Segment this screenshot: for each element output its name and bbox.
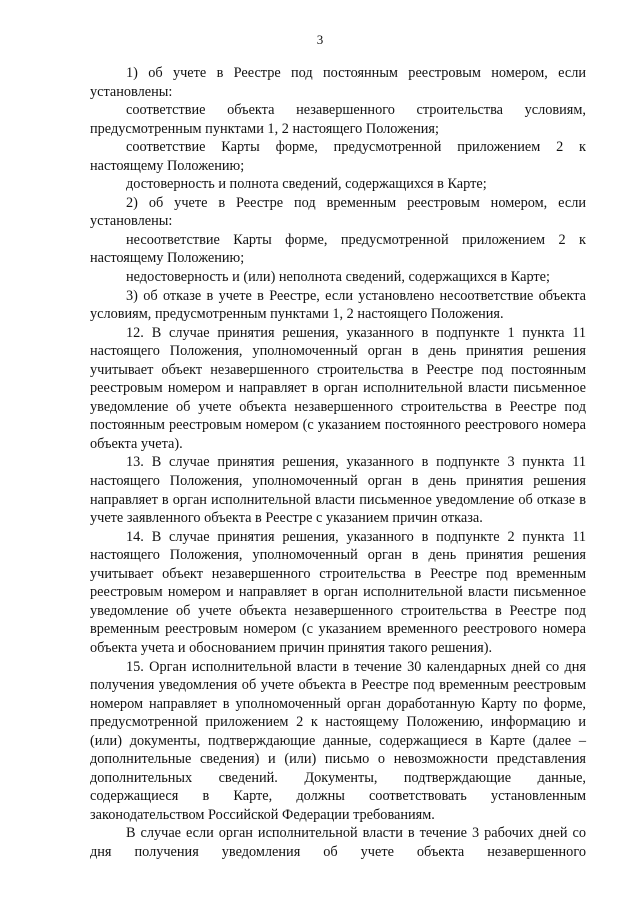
paragraph-2-temporary-number: 2) об учете в Реестре под временным реестровым номером, если установлены:	[90, 194, 586, 230]
document-body	[90, 64, 586, 862]
page-number: 3	[316, 32, 324, 47]
paragraph-section-14: 14. В случае принятия решения, указанного в подпункте 2 пункта 11 настоящего Положения, уполномоченный орган в день принятия решения учитывает объект незавершенного строительства в Реестре под временным реестровым номером и направляет в орган исполнительной власти письменное уведомление об учете объекта незавершенного строительства в Реестре под временным реестровым номером (с указанием временного реестрового номера объекта учета и обоснованием причин принятия такого решения).	[90, 528, 586, 656]
paragraph-1-permanent-number: 1) об учете в Реестре под постоянным реестровым номером, если установлены:	[90, 65, 586, 100]
paragraph-object-conformity: соответствие объекта незавершенного строительства условиям, предусмотренным пунктами 1, 2 настоящего Положения;	[90, 102, 586, 137]
paragraph-unreliability: недостоверность и (или) неполнота сведений, содержащихся в Карте;	[126, 269, 550, 286]
paragraph-section-15: 15. Орган исполнительной власти в течение 30 календарных дней со дня получения уведомления об учете объекта в Реестре под временным реестровым номером направляет в уполномоченный орган доработанную Карту по форме, предусмотренной приложением 2 к настоящему Положению, информацию и (или) документы, подтверждающие данные, содержащиеся в Карте (далее – дополнительные сведения) и (или) письмо о невозможности представления дополнительных сведений. Документы, подтверждающие данные, содержащиеся в Карте, должны соответствовать установленным законодательством Российской Федерации требованиям.	[90, 658, 586, 823]
paragraph-reliability: достоверность и полнота сведений, содержащихся в Карте;	[126, 176, 487, 193]
paragraph-card-nonconformity: несоответствие Карты форме, предусмотренной приложением 2 к настоящему Положению;	[90, 231, 586, 267]
paragraph-3-refusal: 3) об отказе в учете в Реестре, если установлено несоответствие объекта условиям, предусмотренным пунктами 1, 2 настоящего Положения.	[90, 287, 586, 323]
paragraph-section-13: 13. В случае принятия решения, указанного в подпункте 3 пункта 11 настоящего Положения, уполномоченный орган в день принятия решения направляет в орган исполнительной власти письменное уведомление об отказе в учете заявленного объекта в Реестре с указанием причин отказа.	[90, 454, 586, 527]
paragraph-section-12: 12. В случае принятия решения, указанного в подпункте 1 пункта 11 настоящего Положения, уполномоченный орган в день принятия решения учитывает объект незавершенного строительства в Реестре под постоянным реестровым номером и направляет в орган исполнительной власти письменное уведомление об учете объекта незавершенного строительства в Реестре под постоянным реестровым номером (с указанием постоянного реестрового номера объекта учета).	[90, 324, 586, 452]
paragraph-continuation: В случае если орган исполнительной власти в течение 3 рабочих дней со дня получения уведомления об учете объекта незавершенного	[90, 825, 586, 860]
paragraph-card-conformity: соответствие Карты форме, предусмотренной приложением 2 к настоящему Положению;	[90, 139, 586, 174]
